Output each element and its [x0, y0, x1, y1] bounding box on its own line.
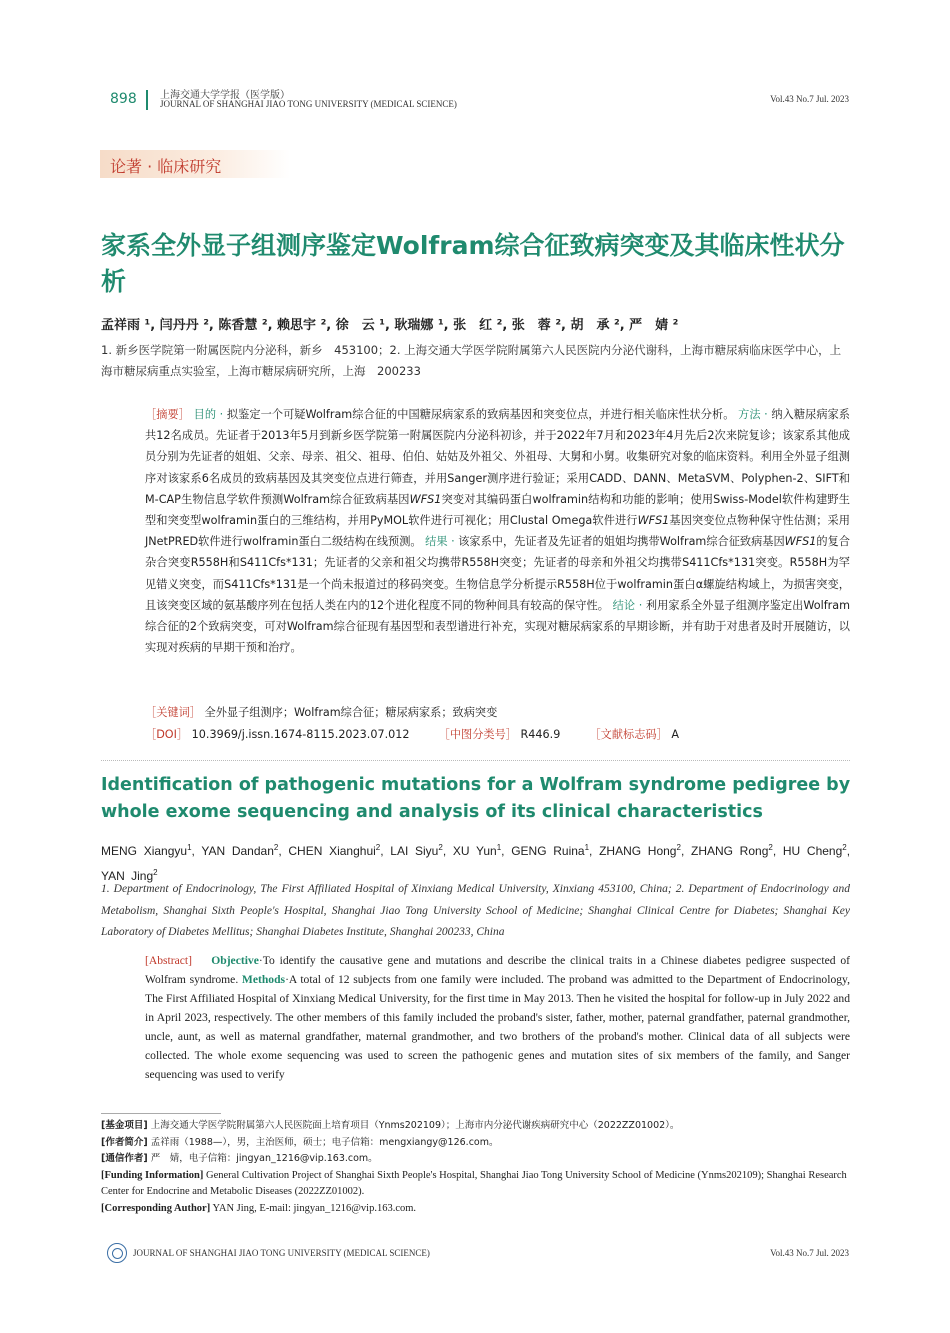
author-affiliation-mark: 2 — [375, 843, 381, 852]
section-divider — [101, 760, 850, 761]
author-affiliation-mark: 2 — [438, 843, 443, 852]
footnote-text: 孟祥雨（1988—），男，主治医师，硕士；电子信箱：mengxiangy@126.com。 — [147, 1136, 499, 1148]
methods-label-en: Methods — [241, 973, 286, 986]
footnote-label: [Funding Information] — [101, 1169, 204, 1181]
affiliations-cn: 1. 新乡医学院第一附属医院内分泌科，新乡 453100；2. 上海交通大学医学院附属第六人民医院内分泌代谢科，上海市糖尿病临床医学中心，上海市糖尿病重点实验室，上海市糖尿病研究所，上海 200233 — [101, 343, 842, 378]
author-en: ZHANG Rong — [690, 844, 769, 858]
author-affiliation-mark: 2 — [676, 843, 681, 852]
footnote — [101, 1168, 850, 1201]
methods-text-cn-1: 纳入糖尿病家系共12名成员。先证者于2013年5月到新乡医学院第一附属医院内分泌科初诊，并于2022年7月和2023年4月先后2次来院复诊；该家系其他成员分别为先证者的姐姐、父亲、母亲、祖父、祖母、伯伯、姑姑及外祖父、外祖母、大舅和小舅。收集研究对象的临床资料。利用全外显子组测序对该家系6名成员的致病基因及其突变位点进行筛查，并用Sanger测序进行验证；采用CADD、DANN、MetaSVM、Polyphen-2、SIFT和M-CAP生物信息学软件预测Wolfram综合征致病基因 — [145, 408, 850, 506]
author-en: MENG Xiangyu — [101, 844, 188, 858]
methods-text-en: ·A total of 12 subjects from one family were included. The proband was admitted to the Department of Endocrinology, The First Affiliated Hospital of Xinxiang Medical University, for the first time in May 2013. Then he visited the hospital for follow-up in July 2022 and in April 2023, respectively. The other members of this family included the proband's sister, father, mother, paternal grandfather, paternal grandmother, uncle, aunt, as well as maternal grandfather, maternal grandmother, and two brothers of the proband's mother. Clinical data of all subjects were collected. The whole exome sequencing was used to screen the pathogenic genes and mutation sites of six members of the family, and Sanger sequencing was used to verify — [145, 973, 850, 1081]
author-en: HU Cheng — [782, 844, 843, 858]
footer-volume: Vol.43 No.7 Jul. 2023 — [770, 1248, 849, 1258]
author-en: YAN Jing — [101, 869, 154, 883]
keywords-label-cn: ［关键词］ — [145, 706, 201, 719]
affiliations-en: 1. Department of Endocrinology, The First Affiliated Hospital of Xinxiang Medical University, Xinxiang 453100, China; 2. Department of Endocrinology and Metabolism, Shanghai Sixth People's Hospital, Shanghai Jiao Tong University School of Medicine; Shanghai Clinical Centre for Diabetes; Shanghai Key Laboratory of Diabetes Mellitus; Shanghai Diabetes Institute, Shanghai 200233, China — [101, 883, 850, 938]
objective-label-cn: 目的 · — [193, 408, 224, 421]
gene-name: WFS1 — [409, 492, 442, 506]
footnote — [101, 1118, 850, 1135]
footnote-text: YAN Jing, E-mail: jingyan_1216@vip.163.com. — [210, 1202, 417, 1214]
journal-title-cn: 上海交通大学学报（医学版） — [160, 90, 290, 101]
doc-code-label: ［文献标志码］ — [589, 728, 668, 741]
footnote-text: 严 婧，电子信箱：jingyan_1216@vip.163.com。 — [147, 1153, 378, 1164]
results-text-cn-2: 的复合杂合突变R558H和S411Cfs*131；先证者的父亲和祖父均携带R558H突变；先证者的母亲和外祖父均携带S411Cfs*131突变。R558H为罕见错义突变，而S411Cfs*131是一个尚未报道过的移码突变。生物信息学分析提示R558H位于wolframin蛋白α螺旋结构域上，为损害突变，且该突变区域的氨基酸序列在包括人类在内的12个进化程度不同的物种间具有较高的保守性。 — [145, 535, 850, 612]
author-affiliation-mark: 2 — [153, 868, 158, 877]
footnote-text: General Cultivation Project of Shanghai Sixth People's Hospital, Shanghai Jiao Tong University School of Medicine (Ynms202109); Shanghai Research Center for Endocrine and Metabolic Diseases (2022ZZ01002). — [101, 1169, 847, 1197]
article-title-en: Identification of pathogenic mutations for a Wolfram syndrome pedigree by whole exome sequencing and analysis of its clinical characteristics — [101, 775, 851, 822]
authors-en: MENG Xiangyu$^1$, YAN Dandan$^2$, CHEN Xianghui$^2$, LAI Siyu$^2$, XU Yun$^1$, GENG Ruina$^1$, ZHANG Hong$^2$, ZHANG Rong$^2$, HU Cheng$^2$, YAN Jing$^2$ — [101, 843, 851, 883]
header-divider — [146, 90, 148, 110]
volume-info: Vol.43 No.7 Jul. 2023 — [770, 94, 849, 104]
methods-label-cn: 方法 · — [738, 408, 768, 421]
abstract-en — [145, 951, 850, 1084]
footer-journal: JOURNAL OF SHANGHAI JIAO TONG UNIVERSITY (MEDICAL SCIENCE) — [133, 1248, 430, 1258]
footnote — [101, 1151, 850, 1168]
objective-label-en: Objective — [211, 954, 259, 967]
author-en: GENG Ruina — [511, 844, 585, 858]
footnote-label: [基金项目] — [101, 1120, 148, 1131]
keywords-text-cn: 全外显子组测序；Wolfram综合征；糖尿病家系；致病突变 — [204, 706, 498, 719]
methods-text-cn-2: 突变对其编码蛋白wolframin结构和功能的影响；使用Swiss-Model软件构建野生型和突变型wolframin蛋白的三维结构，并用PyMOL软件进行可视化；用Clustal Omega软件进行 — [145, 492, 850, 528]
article-title-cn: 家系全外显子组测序鉴定Wolfram综合征致病突变及其临床性状分析 — [101, 231, 845, 296]
footnotes — [101, 1118, 850, 1217]
keywords-cn — [145, 704, 850, 720]
doc-code-value: A — [671, 728, 679, 741]
footnote — [101, 1135, 850, 1152]
author-affiliation-mark: 2 — [768, 843, 773, 852]
author-en: LAI Siyu — [390, 844, 439, 858]
doi-label: ［DOI］ — [145, 728, 189, 741]
gene-name: WFS1 — [637, 514, 670, 528]
objective-text-en: ·To identify the causative gene and mutations and describe the clinical traits in a Chinese diabetes pedigree suspected of Wolfram syndrome. — [145, 954, 850, 986]
results-text-cn-1: 该家系中，先证者及先证者的姐姐均携带Wolfram综合征致病基因 — [454, 535, 785, 549]
author-affiliation-mark: 1 — [584, 843, 590, 852]
journal-logo-icon — [107, 1243, 127, 1263]
objective-text-cn: 拟鉴定一个可疑Wolfram综合征的中国糖尿病家系的致病基因和突变位点，并进行相关临床性状分析。 — [223, 408, 735, 421]
conclusion-text-cn: 利用家系全外显子组测序鉴定出Wolfram综合征的2个致病突变，可对Wolfram综合征现有基因型和表型谱进行补充，实现对糖尿病家系的早期诊断，并有助于对患者及时开展随访，以实现对疾病的早期干预和治疗。 — [145, 598, 850, 655]
journal-title-en: JOURNAL OF SHANGHAI JIAO TONG UNIVERSITY (MEDICAL SCIENCE) — [160, 99, 457, 109]
methods-text-cn-3: 基因突变位点物种保守性估测；采用JNetPRED软件进行wolframin蛋白二级结构在线预测。 — [145, 514, 850, 549]
footnote — [101, 1201, 850, 1218]
author-affiliation-mark: 1 — [187, 843, 192, 852]
clc-value: R446.9 — [520, 728, 561, 741]
author-en: CHEN Xianghui — [288, 844, 376, 858]
authors-cn: 孟祥雨 ¹, 闫丹丹 ², 陈香慧 ², 赖思宇 ², 徐 云 ¹, 耿瑞娜 ¹, 张 红 ², 张 蓉 ², 胡 承 ², 严 婧 ² — [101, 318, 679, 333]
results-label-cn: 结果 · — [425, 535, 455, 549]
conclusion-label-cn: 结论 · — [612, 598, 643, 612]
abstract-cn — [145, 404, 850, 658]
footnote-label: [作者简介] — [101, 1136, 148, 1148]
author-affiliation-mark: 1 — [496, 843, 502, 852]
footnote-text: 上海交通大学医学院附属第六人民医院面上培育项目（Ynms202109）；上海市内分泌代谢疾病研究中心（2022ZZ01002）。 — [147, 1120, 680, 1131]
gene-name: WFS1 — [784, 535, 817, 549]
doi-line — [145, 726, 850, 742]
author-affiliation-mark: 2 — [273, 843, 279, 852]
footnote-label: [通信作者] — [101, 1153, 148, 1164]
author-en: XU Yun — [452, 844, 497, 858]
author-en: ZHANG Hong — [599, 844, 677, 858]
footnote-rule — [101, 1113, 221, 1114]
doi-value: 10.3969/j.issn.1674-8115.2023.07.012 — [191, 728, 410, 741]
author-en: YAN Dandan — [201, 844, 274, 858]
author-affiliation-mark: 2 — [842, 843, 847, 852]
page-number: 898 — [110, 91, 137, 107]
abstract-label-cn: ［摘要］ — [145, 408, 190, 421]
abstract-label-en: [Abstract] — [145, 954, 192, 967]
clc-label: ［中图分类号］ — [438, 728, 517, 741]
footnote-label: [Corresponding Author] — [101, 1202, 211, 1214]
section-tag: 论著 · 临床研究 — [110, 157, 222, 176]
